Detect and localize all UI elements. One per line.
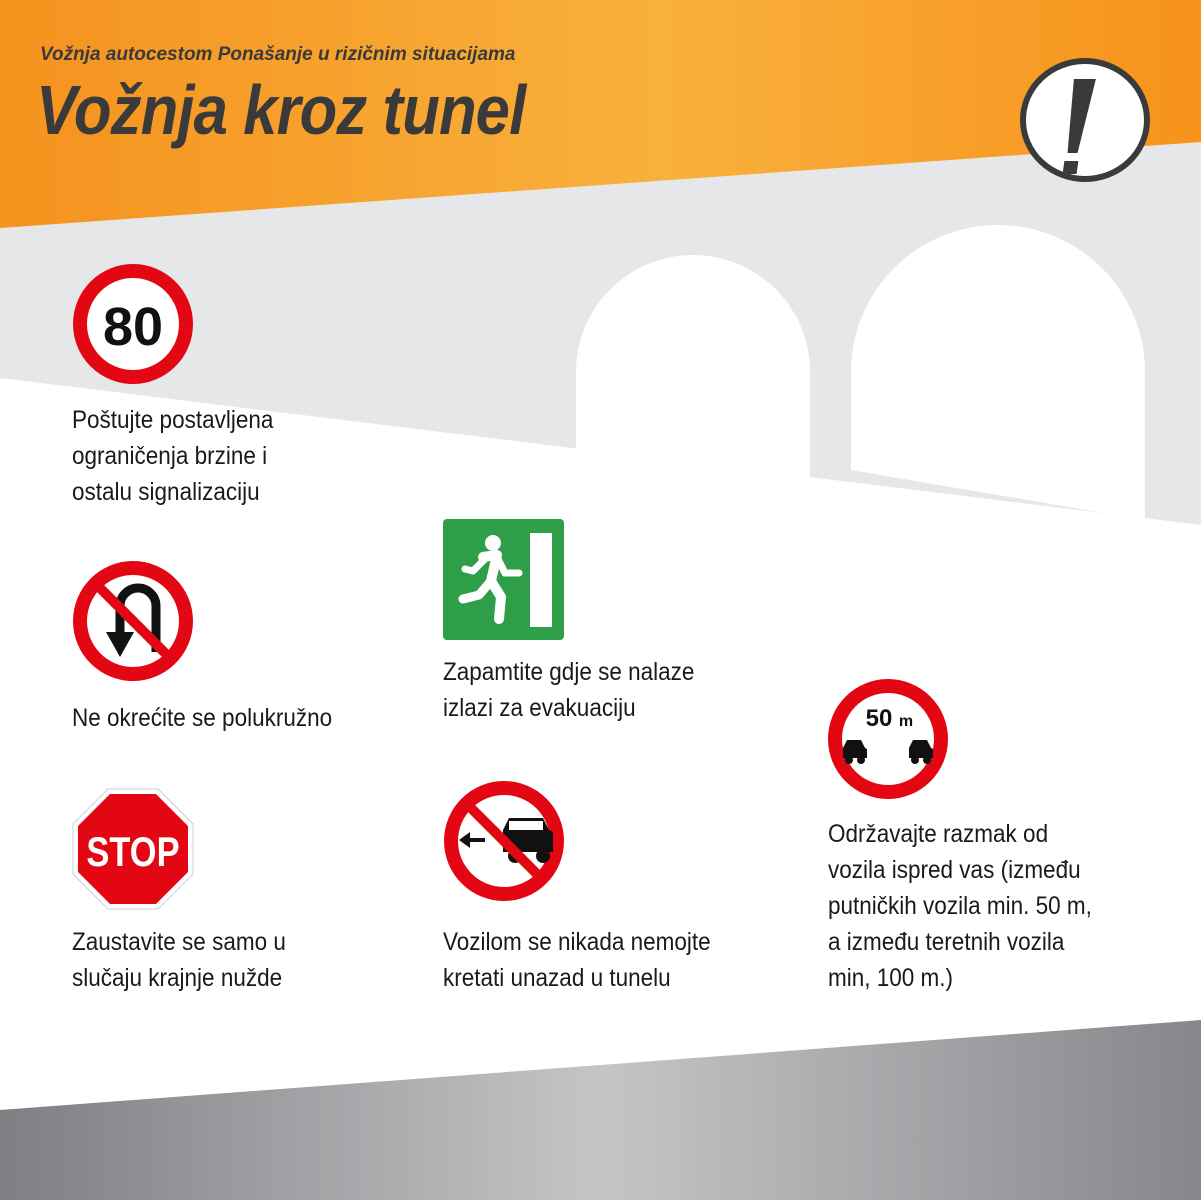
speed-limit-value: 80	[102, 297, 164, 357]
caption-speed	[72, 402, 273, 510]
stop-sign	[72, 788, 194, 910]
caption-line: putničkih vozila min. 50 m,	[828, 892, 1092, 920]
exclamation-badge	[1019, 57, 1151, 183]
caption-uturn	[72, 700, 332, 736]
exclamation-icon	[1019, 57, 1151, 183]
caption-line: Ne okrećite se polukružno	[72, 704, 333, 732]
caption-line: vozila ispred vas (između	[828, 856, 1081, 884]
caption-line: Poštujte postavljena	[72, 406, 274, 434]
supertitle: Vožnja autocestom Ponašanje u rizičnim situacijama	[40, 44, 516, 65]
caption-exit	[443, 654, 694, 726]
caption-distance	[828, 816, 1092, 996]
caption-line: ograničenja brzine i	[72, 442, 268, 470]
caption-line: Održavajte razmak od	[828, 820, 1049, 848]
caption-reverse	[443, 924, 711, 996]
speed-limit-sign	[72, 263, 194, 385]
stop-label: STOP	[86, 828, 180, 876]
no-reverse-sign	[443, 780, 565, 902]
caption-line: ostalu signalizaciju	[72, 478, 260, 506]
caption-line: kretati unazad u tunelu	[443, 964, 671, 992]
no-u-turn-sign	[72, 560, 194, 682]
caption-line: min, 100 m.)	[828, 964, 954, 992]
gray-footer-band	[0, 1020, 1201, 1200]
min-distance-sign	[827, 678, 949, 800]
caption-line: Vozilom se nikada nemojte	[443, 928, 711, 956]
caption-line: Zaustavite se samo u	[72, 928, 286, 956]
page-title: Vožnja kroz tunel	[36, 71, 526, 149]
tunnel-arch-right	[851, 225, 1145, 520]
caption-line: izlazi za evakuaciju	[443, 694, 636, 722]
tunnel-arch-left-lower	[576, 372, 810, 480]
emergency-exit-sign	[443, 519, 564, 640]
distance-unit: m	[898, 713, 914, 730]
caption-stop	[72, 924, 286, 996]
distance-value: 50	[865, 705, 893, 732]
caption-line: Zapamtite gdje se nalaze	[443, 658, 695, 686]
caption-line: a između teretnih vozila	[828, 928, 1065, 956]
caption-line: slučaju krajnje nužde	[72, 964, 283, 992]
